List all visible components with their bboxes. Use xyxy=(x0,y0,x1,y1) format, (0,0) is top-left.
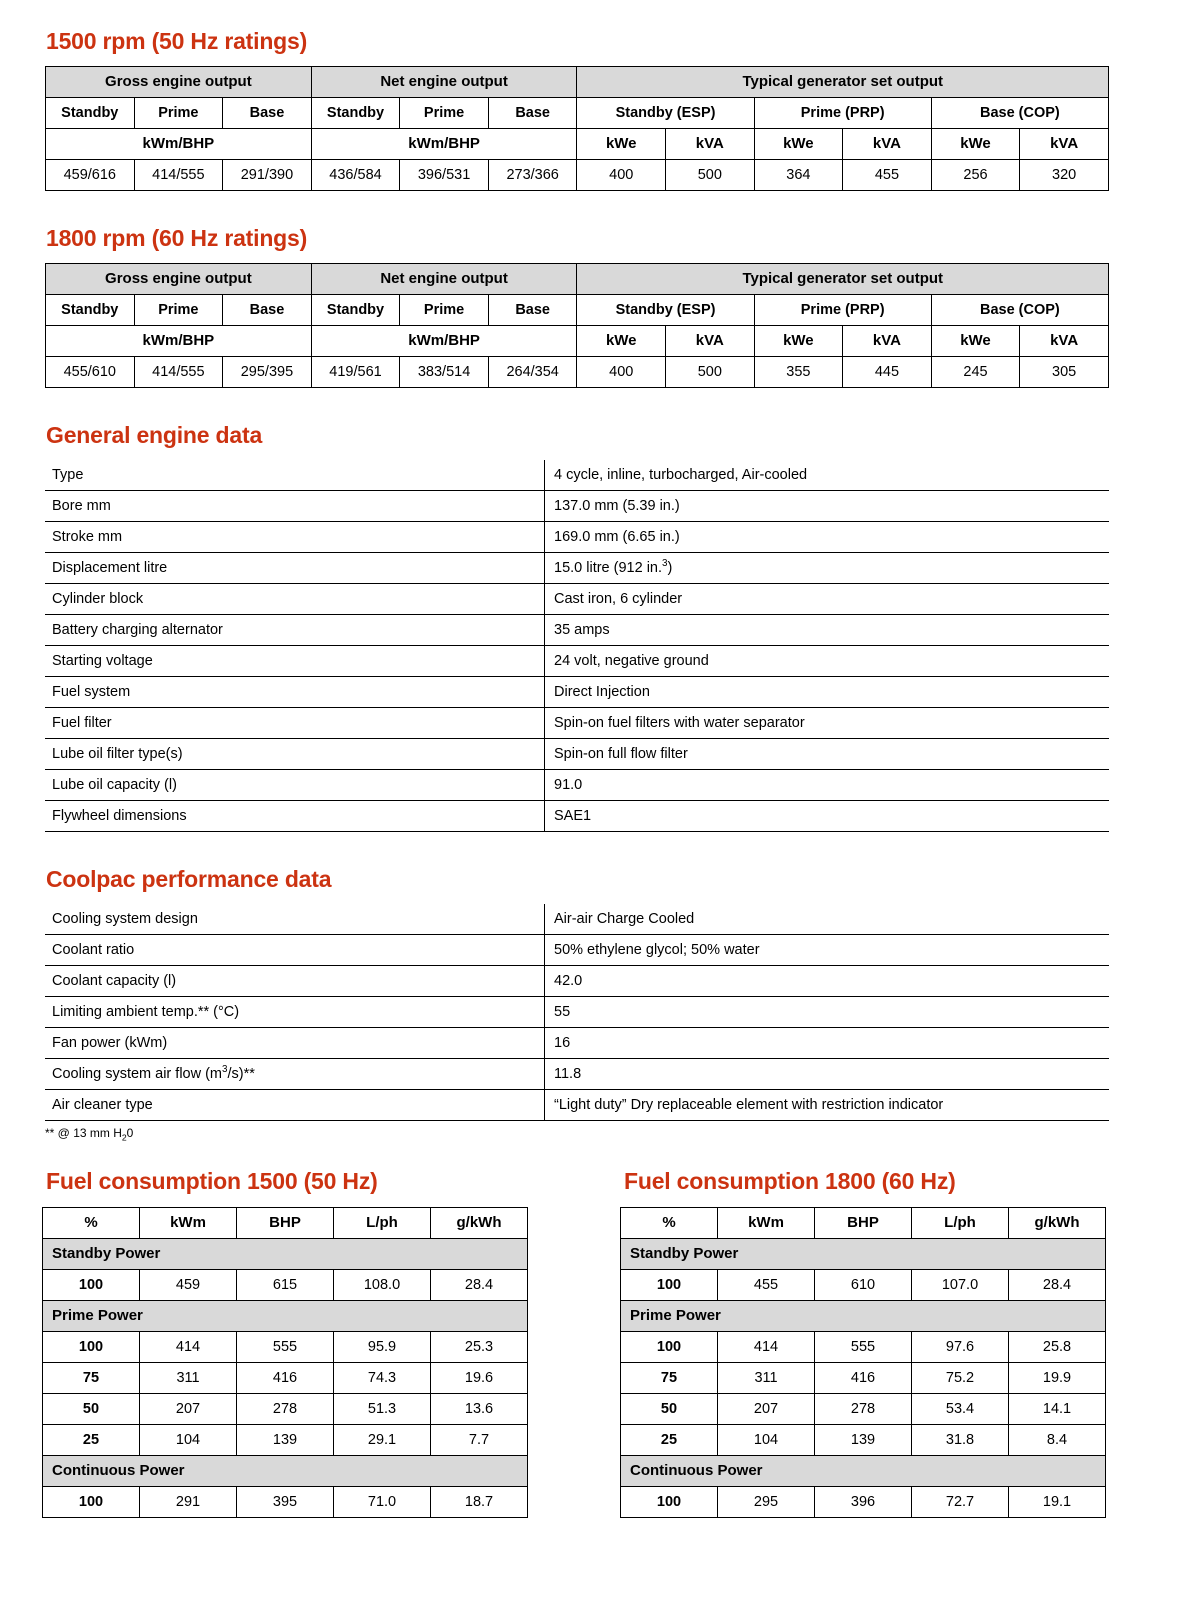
column-header: g/kWh xyxy=(1009,1208,1106,1239)
group-header-genset: Typical generator set output xyxy=(577,67,1109,98)
sub-header-gross-base: Base xyxy=(223,98,312,129)
spec-value: 137.0 mm (5.39 in.) xyxy=(545,491,1110,522)
table-row xyxy=(621,1487,1106,1518)
value-cell: 455/610 xyxy=(46,357,135,388)
sub-header-gross-standby: Standby xyxy=(46,98,135,129)
value-cell: 256 xyxy=(931,160,1020,191)
table-row-headers xyxy=(43,1208,528,1239)
unit-esp-kwe: kWe xyxy=(577,129,666,160)
sub-header-net-prime: Prime xyxy=(400,98,489,129)
power-group-label: Continuous Power xyxy=(43,1456,528,1487)
table-row xyxy=(43,1425,528,1456)
value-cell: 610 xyxy=(815,1270,912,1301)
table-row-group-label xyxy=(43,1456,528,1487)
value-cell: 295/395 xyxy=(223,357,312,388)
general-engine-data-table xyxy=(45,460,1109,832)
value-cell: 245 xyxy=(931,357,1020,388)
table-row xyxy=(45,553,1109,584)
table-row-group-label xyxy=(43,1301,528,1332)
value-cell: 459 xyxy=(140,1270,237,1301)
value-cell: 273/366 xyxy=(488,160,577,191)
section-title-general-engine-data: General engine data xyxy=(46,422,263,448)
sub-header-esp: Standby (ESP) xyxy=(577,295,754,326)
spec-key: Displacement litre xyxy=(45,553,545,584)
power-group-label: Prime Power xyxy=(43,1301,528,1332)
power-group-label: Standby Power xyxy=(43,1239,528,1270)
value-cell: 311 xyxy=(140,1363,237,1394)
value-cell: 320 xyxy=(1020,160,1109,191)
section-title-1800rpm: 1800 rpm (60 Hz ratings) xyxy=(46,225,308,251)
value-cell: 25.3 xyxy=(431,1332,528,1363)
spec-key: Coolant ratio xyxy=(45,935,545,966)
table-row-group-label xyxy=(621,1456,1106,1487)
value-cell: 207 xyxy=(718,1394,815,1425)
sub-header-gross-standby: Standby xyxy=(46,295,135,326)
load-percent-cell: 75 xyxy=(621,1363,718,1394)
fuel-consumption-1500-column xyxy=(42,1168,528,1518)
fuel-consumption-1800-table xyxy=(620,1207,1106,1518)
unit-net: kWm/BHP xyxy=(311,129,577,160)
load-percent-cell: 100 xyxy=(43,1270,140,1301)
value-cell: 414 xyxy=(140,1332,237,1363)
ratings-table-1800rpm xyxy=(45,263,1109,388)
spec-key: Lube oil filter type(s) xyxy=(45,739,545,770)
ratings-table-1500rpm xyxy=(45,66,1109,191)
value-cell: 419/561 xyxy=(311,357,400,388)
value-cell: 555 xyxy=(815,1332,912,1363)
value-cell: 311 xyxy=(718,1363,815,1394)
load-percent-cell: 25 xyxy=(621,1425,718,1456)
group-header-net: Net engine output xyxy=(311,67,577,98)
table-row-group-label xyxy=(621,1239,1106,1270)
load-percent-cell: 25 xyxy=(43,1425,140,1456)
value-cell: 97.6 xyxy=(912,1332,1009,1363)
table-row xyxy=(45,584,1109,615)
spec-key: Cooling system air flow $(m^3/s)**$ xyxy=(45,1059,545,1090)
value-cell: 416 xyxy=(237,1363,334,1394)
table-row-values xyxy=(46,160,1109,191)
value-cell: 19.9 xyxy=(1009,1363,1106,1394)
value-cell: 8.4 xyxy=(1009,1425,1106,1456)
unit-esp-kwe: kWe xyxy=(577,326,666,357)
table-row xyxy=(621,1332,1106,1363)
spec-key: Bore mm xyxy=(45,491,545,522)
unit-esp-kva: kVA xyxy=(666,129,755,160)
table-row xyxy=(45,1059,1109,1090)
column-header: kWm xyxy=(718,1208,815,1239)
load-percent-cell: 75 xyxy=(43,1363,140,1394)
value-cell: 95.9 xyxy=(334,1332,431,1363)
unit-prp-kva: kVA xyxy=(843,129,932,160)
table-row xyxy=(45,739,1109,770)
value-cell: 53.4 xyxy=(912,1394,1009,1425)
section-title-fuel-1800: Fuel consumption 1800 (60 Hz) xyxy=(624,1168,956,1194)
table-row xyxy=(621,1425,1106,1456)
coolpac-performance-data-table xyxy=(45,904,1109,1121)
spec-value: 91.0 xyxy=(545,770,1110,801)
table-row-group-label xyxy=(43,1239,528,1270)
group-header-gross: Gross engine output xyxy=(46,264,312,295)
table-row xyxy=(43,1487,528,1518)
spec-key: Air cleaner type xyxy=(45,1090,545,1121)
table-row xyxy=(45,646,1109,677)
table-row xyxy=(43,1332,528,1363)
spec-value: 4 cycle, inline, turbocharged, Air-cooled xyxy=(545,460,1110,491)
value-cell: 291/390 xyxy=(223,160,312,191)
value-cell: 31.8 xyxy=(912,1425,1009,1456)
unit-prp-kwe: kWe xyxy=(754,129,843,160)
spec-key: Fan power (kWm) xyxy=(45,1028,545,1059)
value-cell: 25.8 xyxy=(1009,1332,1106,1363)
spec-value: Direct Injection xyxy=(545,677,1110,708)
power-group-label: Prime Power xyxy=(621,1301,1106,1332)
table-row xyxy=(621,1394,1106,1425)
spec-key: Fuel filter xyxy=(45,708,545,739)
value-cell: 71.0 xyxy=(334,1487,431,1518)
table-row xyxy=(45,460,1109,491)
section-title-fuel-1500: Fuel consumption 1500 (50 Hz) xyxy=(46,1168,378,1194)
group-header-gross: Gross engine output xyxy=(46,67,312,98)
table-row-values xyxy=(46,357,1109,388)
table-row xyxy=(621,1270,1106,1301)
spec-key: Battery charging alternator xyxy=(45,615,545,646)
value-cell: 414 xyxy=(718,1332,815,1363)
spec-key: Flywheel dimensions xyxy=(45,801,545,832)
value-cell: 107.0 xyxy=(912,1270,1009,1301)
unit-gross: kWm/BHP xyxy=(46,129,312,160)
value-cell: 28.4 xyxy=(1009,1270,1106,1301)
value-cell: 278 xyxy=(237,1394,334,1425)
spec-key: Coolant capacity (l) xyxy=(45,966,545,997)
table-row xyxy=(45,966,1109,997)
load-percent-cell: 100 xyxy=(43,1487,140,1518)
spec-value: 11.8 xyxy=(545,1059,1110,1090)
table-row xyxy=(43,1363,528,1394)
sub-header-net-standby: Standby xyxy=(311,98,400,129)
value-cell: 500 xyxy=(666,160,755,191)
unit-cop-kva: kVA xyxy=(1020,326,1109,357)
spec-value: 50% ethylene glycol; 50% water xyxy=(545,935,1110,966)
spec-value: 24 volt, negative ground xyxy=(545,646,1110,677)
unit-cop-kwe: kWe xyxy=(931,326,1020,357)
spec-value: 15.0 litre (912 in.$^3$) xyxy=(545,553,1110,584)
column-header: % xyxy=(43,1208,140,1239)
sub-header-net-prime: Prime xyxy=(400,295,489,326)
value-cell: 455 xyxy=(843,160,932,191)
value-cell: 264/354 xyxy=(488,357,577,388)
spec-value: 16 xyxy=(545,1028,1110,1059)
table-row xyxy=(621,1363,1106,1394)
fuel-consumption-1800-column xyxy=(620,1168,1106,1518)
column-header: BHP xyxy=(237,1208,334,1239)
column-header: BHP xyxy=(815,1208,912,1239)
unit-esp-kva: kVA xyxy=(666,326,755,357)
value-cell: 75.2 xyxy=(912,1363,1009,1394)
sub-header-net-base: Base xyxy=(488,295,577,326)
spec-value: Air-air Charge Cooled xyxy=(545,904,1110,935)
load-percent-cell: 100 xyxy=(621,1332,718,1363)
spec-key: Stroke mm xyxy=(45,522,545,553)
column-header: L/ph xyxy=(334,1208,431,1239)
section-title-coolpac: Coolpac performance data xyxy=(46,866,332,892)
spec-key: Lube oil capacity (l) xyxy=(45,770,545,801)
value-cell: 139 xyxy=(815,1425,912,1456)
fuel-consumption-section xyxy=(42,1168,1140,1518)
table-row-group-headers xyxy=(46,67,1109,98)
value-cell: 291 xyxy=(140,1487,237,1518)
value-cell: 396/531 xyxy=(400,160,489,191)
table-row xyxy=(45,904,1109,935)
unit-prp-kva: kVA xyxy=(843,326,932,357)
unit-net: kWm/BHP xyxy=(311,326,577,357)
table-row xyxy=(45,708,1109,739)
value-cell: 555 xyxy=(237,1332,334,1363)
table-row xyxy=(43,1394,528,1425)
table-row xyxy=(45,677,1109,708)
coolpac-footnote: ** @ 13 mm $H_20$ xyxy=(45,1126,134,1143)
unit-prp-kwe: kWe xyxy=(754,326,843,357)
load-percent-cell: 50 xyxy=(621,1394,718,1425)
value-cell: 13.6 xyxy=(431,1394,528,1425)
spec-value: 55 xyxy=(545,997,1110,1028)
group-header-genset: Typical generator set output xyxy=(577,264,1109,295)
unit-cop-kva: kVA xyxy=(1020,129,1109,160)
table-row xyxy=(45,491,1109,522)
value-cell: 305 xyxy=(1020,357,1109,388)
value-cell: 29.1 xyxy=(334,1425,431,1456)
spec-value: Spin-on fuel filters with water separator xyxy=(545,708,1110,739)
group-header-net: Net engine output xyxy=(311,264,577,295)
unit-gross: kWm/BHP xyxy=(46,326,312,357)
load-percent-cell: 100 xyxy=(43,1332,140,1363)
value-cell: 396 xyxy=(815,1487,912,1518)
table-row-units xyxy=(46,326,1109,357)
value-cell: 7.7 xyxy=(431,1425,528,1456)
spec-value: SAE1 xyxy=(545,801,1110,832)
table-row xyxy=(45,770,1109,801)
power-group-label: Standby Power xyxy=(621,1239,1106,1270)
table-row xyxy=(43,1270,528,1301)
value-cell: 364 xyxy=(754,160,843,191)
unit-cop-kwe: kWe xyxy=(931,129,1020,160)
value-cell: 414/555 xyxy=(134,160,223,191)
sub-header-cop: Base (COP) xyxy=(931,295,1108,326)
sub-header-cop: Base (COP) xyxy=(931,98,1108,129)
value-cell: 207 xyxy=(140,1394,237,1425)
sub-header-gross-base: Base xyxy=(223,295,312,326)
value-cell: 18.7 xyxy=(431,1487,528,1518)
value-cell: 104 xyxy=(140,1425,237,1456)
sub-header-gross-prime: Prime xyxy=(134,98,223,129)
value-cell: 416 xyxy=(815,1363,912,1394)
value-cell: 51.3 xyxy=(334,1394,431,1425)
value-cell: 108.0 xyxy=(334,1270,431,1301)
spec-value: 35 amps xyxy=(545,615,1110,646)
value-cell: 395 xyxy=(237,1487,334,1518)
value-cell: 615 xyxy=(237,1270,334,1301)
table-row xyxy=(45,522,1109,553)
value-cell: 19.6 xyxy=(431,1363,528,1394)
sub-header-gross-prime: Prime xyxy=(134,295,223,326)
sub-header-esp: Standby (ESP) xyxy=(577,98,754,129)
sub-header-net-standby: Standby xyxy=(311,295,400,326)
value-cell: 14.1 xyxy=(1009,1394,1106,1425)
value-cell: 445 xyxy=(843,357,932,388)
value-cell: 459/616 xyxy=(46,160,135,191)
value-cell: 104 xyxy=(718,1425,815,1456)
column-header: kWm xyxy=(140,1208,237,1239)
spec-key: Cooling system design xyxy=(45,904,545,935)
value-cell: 436/584 xyxy=(311,160,400,191)
value-cell: 74.3 xyxy=(334,1363,431,1394)
spec-value: “Light duty” Dry replaceable element with restriction indicator xyxy=(545,1090,1110,1121)
column-header: % xyxy=(621,1208,718,1239)
value-cell: 19.1 xyxy=(1009,1487,1106,1518)
sub-header-prp: Prime (PRP) xyxy=(754,98,931,129)
table-row-group-label xyxy=(621,1301,1106,1332)
column-header: g/kWh xyxy=(431,1208,528,1239)
table-row xyxy=(45,1028,1109,1059)
spec-key: Limiting ambient temp.** (°C) xyxy=(45,997,545,1028)
table-row xyxy=(45,615,1109,646)
value-cell: 414/555 xyxy=(134,357,223,388)
power-group-label: Continuous Power xyxy=(621,1456,1106,1487)
table-row-headers xyxy=(621,1208,1106,1239)
column-header: L/ph xyxy=(912,1208,1009,1239)
section-title-1500rpm: 1500 rpm (50 Hz ratings) xyxy=(46,28,308,54)
value-cell: 400 xyxy=(577,357,666,388)
value-cell: 139 xyxy=(237,1425,334,1456)
spec-value: 169.0 mm (6.65 in.) xyxy=(545,522,1110,553)
table-row-sub-headers xyxy=(46,295,1109,326)
load-percent-cell: 50 xyxy=(43,1394,140,1425)
value-cell: 355 xyxy=(754,357,843,388)
value-cell: 278 xyxy=(815,1394,912,1425)
value-cell: 295 xyxy=(718,1487,815,1518)
spec-value: Cast iron, 6 cylinder xyxy=(545,584,1110,615)
load-percent-cell: 100 xyxy=(621,1487,718,1518)
table-row xyxy=(45,801,1109,832)
table-row-sub-headers xyxy=(46,98,1109,129)
sub-header-prp: Prime (PRP) xyxy=(754,295,931,326)
spec-key: Cylinder block xyxy=(45,584,545,615)
value-cell: 500 xyxy=(666,357,755,388)
table-row xyxy=(45,997,1109,1028)
spec-key: Type xyxy=(45,460,545,491)
spec-key: Starting voltage xyxy=(45,646,545,677)
value-cell: 455 xyxy=(718,1270,815,1301)
load-percent-cell: 100 xyxy=(621,1270,718,1301)
spec-value: 42.0 xyxy=(545,966,1110,997)
value-cell: 72.7 xyxy=(912,1487,1009,1518)
spec-key: Fuel system xyxy=(45,677,545,708)
spec-value: Spin-on full flow filter xyxy=(545,739,1110,770)
value-cell: 400 xyxy=(577,160,666,191)
table-row xyxy=(45,935,1109,966)
table-row-group-headers xyxy=(46,264,1109,295)
table-row-units xyxy=(46,129,1109,160)
table-row xyxy=(45,1090,1109,1121)
sub-header-net-base: Base xyxy=(488,98,577,129)
fuel-consumption-1500-table xyxy=(42,1207,528,1518)
value-cell: 383/514 xyxy=(400,357,489,388)
value-cell: 28.4 xyxy=(431,1270,528,1301)
